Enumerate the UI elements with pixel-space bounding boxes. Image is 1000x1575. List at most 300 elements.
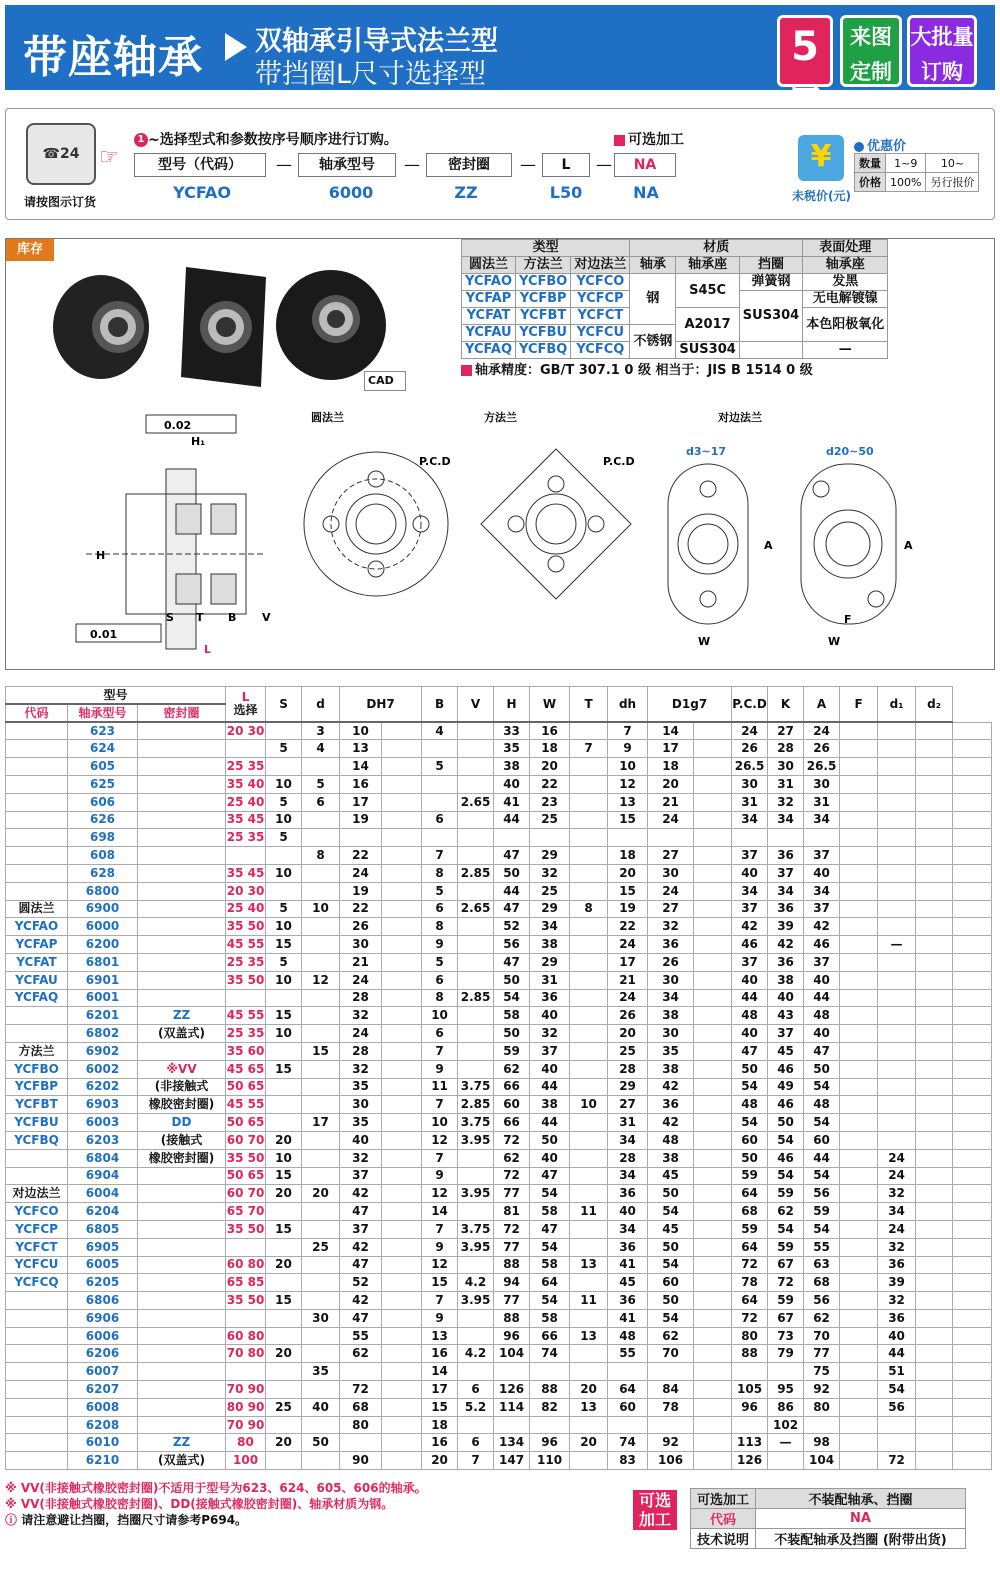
f-cell	[840, 1381, 878, 1399]
bearing-model-cell: 6901	[68, 971, 138, 989]
f-cell	[840, 1149, 878, 1167]
bearing-model-cell: 6806	[68, 1292, 138, 1310]
l-select-cell: 35 45	[226, 811, 266, 829]
l-select-cell: 45 55	[226, 936, 266, 954]
code-cell: 方法兰	[6, 1042, 68, 1060]
product-info-panel	[5, 238, 995, 670]
seal-cell	[138, 1309, 226, 1327]
table-row: YCFBO 6002 ※VV 45 65 15 32 9 62 40 28 38 50 46 50	[6, 1060, 992, 1078]
l-select-cell: 45 65	[226, 1060, 266, 1078]
f-cell	[840, 936, 878, 954]
cad-icon[interactable]: CAD	[364, 371, 406, 391]
value-l: L50	[549, 183, 583, 202]
table-row: 698 25 35 5	[6, 829, 992, 847]
f-cell	[840, 1025, 878, 1043]
table-row: 6007 35 14 75 51	[6, 1363, 992, 1381]
table-row: 624 5 4 13 35 18 7 9 17 26 28 26	[6, 740, 992, 758]
seal-cell: 橡胶密封圈)	[138, 1149, 226, 1167]
svg-text:0.02: 0.02	[164, 419, 192, 432]
svg-text:圆法兰: 圆法兰	[311, 411, 344, 424]
f-cell	[840, 1185, 878, 1203]
code-cell	[6, 775, 68, 793]
code-cell	[6, 1345, 68, 1363]
table-row: YCFAQ 6001 28 8 2.85 54 36 24 34 44 40 44	[6, 989, 992, 1007]
svg-text:d3~17: d3~17	[686, 445, 727, 458]
table-row: YCFCU 6005 60 80 20 47 12 88 58 13 41 54 72 67 63 36	[6, 1256, 992, 1274]
seal-cell	[138, 1256, 226, 1274]
seal-cell: ZZ	[138, 1007, 226, 1025]
accuracy-note: 轴承精度：GB/T 307.1 0 级 相当于：JIS B 1514 0 级	[461, 359, 813, 378]
code-cell	[6, 1381, 68, 1399]
l-select-cell: 25 35	[226, 953, 266, 971]
table-row: YCFCT 6905 25 42 9 3.95 77 54 36 50 64 59 55 32	[6, 1238, 992, 1256]
svg-text:A: A	[904, 539, 913, 552]
l-select-cell: 60 80	[226, 1256, 266, 1274]
seal-cell	[138, 1238, 226, 1256]
table-row: YCFAU 6901 35 50 10 12 24 6 50 31 21 30 40 38 40	[6, 971, 992, 989]
bearing-model-cell: 6801	[68, 953, 138, 971]
code-cell	[6, 1398, 68, 1416]
footnotes: ※ VV(非接触式橡胶密封圈)不适用于型号为623、624、605、606的轴承。 ※ VV(非接触式橡胶密封圈)、DD(接触式橡胶密封圈)、轴承材质为钢。 ⓘ 请注意避让挡圈，挡圈尺寸请参考P694。	[5, 1481, 427, 1527]
seal-cell	[138, 864, 226, 882]
code-cell: YCFCP	[6, 1220, 68, 1238]
code-cell: YCFBP	[6, 1078, 68, 1096]
table-row: 6208 70 90 80 18 102	[6, 1416, 992, 1434]
f-cell	[840, 847, 878, 865]
l-select-cell: 35 40	[226, 775, 266, 793]
bearing-model-cell: 6207	[68, 1381, 138, 1399]
stock-label: 库存	[6, 239, 54, 261]
seal-cell: (双盖式)	[138, 1025, 226, 1043]
seal-cell	[138, 722, 226, 740]
code-cell	[6, 1452, 68, 1470]
table-row: 6802 (双盖式) 25 35 10 24 6 50 32 20 30 40 37 40	[6, 1025, 992, 1043]
field-na: NA	[614, 153, 676, 177]
code-cell: YCFBQ	[6, 1131, 68, 1149]
bearing-model-cell: 6900	[68, 900, 138, 918]
table-row: 6904 50 65 15 37 9 72 47 34 45 59 54 54 24	[6, 1167, 992, 1185]
table-row: YCFAT 6801 25 35 5 21 5 47 29 17 26 37 36 37	[6, 953, 992, 971]
svg-text:H: H	[96, 549, 106, 562]
seal-cell	[138, 1220, 226, 1238]
field-seal: 密封圈	[426, 153, 512, 177]
seal-cell	[138, 900, 226, 918]
f-cell	[840, 1416, 878, 1434]
option-table: 可选加工 不装配轴承、挡圈 代码 NA 技术说明 不装配轴承及挡圈 (附带出货)	[690, 1488, 966, 1549]
table-row: YCFCP 6805 35 50 15 37 7 3.75 72 47 34 45 59 54 54 24	[6, 1220, 992, 1238]
product-photos	[46, 257, 416, 397]
bearing-model-cell: 6005	[68, 1256, 138, 1274]
svg-text:A: A	[764, 539, 773, 552]
value-model: YCFAO	[173, 183, 231, 202]
table-row: 6206 70 80 20 62 16 4.2 104 74 55 70 88 79 77 44	[6, 1345, 992, 1363]
l-select-cell: 25 35	[226, 829, 266, 847]
code-cell	[6, 793, 68, 811]
table-row: 626 35 45 10 19 6 44 25 15 24 34 34 34	[6, 811, 992, 829]
bearing-model-cell: 6008	[68, 1398, 138, 1416]
l-select-cell: 50 65	[226, 1114, 266, 1132]
order-instruction: 1 ~选择型式和参数按序号顺序进行订购。	[134, 129, 398, 149]
code-cell: YCFAP	[6, 936, 68, 954]
code-cell	[6, 829, 68, 847]
l-select-cell: 35 45	[226, 864, 266, 882]
l-select-cell: 20 30	[226, 882, 266, 900]
bearing-model-cell: 6203	[68, 1131, 138, 1149]
f-cell	[840, 829, 878, 847]
table-row: YCFBQ 6203 (接触式 60 70 20 40 12 3.95 72 50 34 48 60 54 60	[6, 1131, 992, 1149]
l-select-cell: 35 50	[226, 918, 266, 936]
code-cell: YCFBO	[6, 1060, 68, 1078]
l-select-cell	[226, 1309, 266, 1327]
f-cell	[840, 1042, 878, 1060]
seal-cell: (接触式	[138, 1131, 226, 1149]
l-select-cell: 45 55	[226, 1096, 266, 1114]
code-cell	[6, 1292, 68, 1310]
table-row: YCFAO 6000 35 50 10 26 8 52 34 22 32 42 39 42	[6, 918, 992, 936]
bearing-model-cell: 626	[68, 811, 138, 829]
code-cell	[6, 1363, 68, 1381]
l-select-cell: 60 70	[226, 1131, 266, 1149]
table-row: YCFCQ 6205 65 85 52 15 4.2 94 64 45 60 78 72 68 39	[6, 1274, 992, 1292]
f-cell	[840, 1114, 878, 1132]
f-cell	[840, 1007, 878, 1025]
seal-cell	[138, 1327, 226, 1345]
f-cell	[840, 1238, 878, 1256]
f-cell	[840, 1452, 878, 1470]
l-select-cell: 70 80	[226, 1345, 266, 1363]
l-select-cell: 60 70	[226, 1185, 266, 1203]
code-cell: YCFBT	[6, 1096, 68, 1114]
f-cell	[840, 1131, 878, 1149]
l-select-cell: 50 65	[226, 1167, 266, 1185]
code-cell	[6, 1327, 68, 1345]
table-row: YCFBT 6903 橡胶密封圈) 45 55 30 7 2.85 60 38 10 27 36 48 46 48	[6, 1096, 992, 1114]
bearing-model-cell: 6003	[68, 1114, 138, 1132]
f-cell	[840, 1274, 878, 1292]
l-select-cell	[226, 989, 266, 1007]
table-row: 对边法兰 6004 60 70 20 20 42 12 3.95 77 54 36 50 64 59 56 32	[6, 1185, 992, 1203]
table-row: 6806 35 50 15 42 7 3.95 77 54 11 36 50 64 59 56 32	[6, 1292, 992, 1310]
code-cell: YCFAU	[6, 971, 68, 989]
seal-cell	[138, 1292, 226, 1310]
spec-table: 型号 L 选择 S d DH7 B V H W T dh D1g7 P.C.D K A F d₁ d₂ 代码 轴承型号 密封圈 623 20 30 3 10 4 33 16 7 14 24 27 24 624 5 4 13 35 18 7 9 17 26 28 26 605 25 35 14 5 38 20 10 18 26.5 30 26.5 625 35 40 10 5 16 40 22 12 20 30 31 30 606 25 40 5 6 17 2.65 41 23 13 21 31 32 31 626 35 45 10 19 6 44 25 15 24 34 34 34 698 25 35 5 608 8 22 7 47 29 18 27 37 36 37 628 35 45 10 24 8 2.85 50 32 20 30 40 37 40 6800 20 30 19 5 44 25 15 24 34 34 34 圆法兰 6900 25 40 5 10 22 6 2.65 47 29 8 19 27 37 36 37 YCFAO 6000 35 50 10 26 8 52 34 22 32 42 39 42 YCFAP 6200 45 55 15 30 9 56 38 24 36 46 42 46 — YCFAT 6801 25 35 5 21 5 47 29 17 26 37 36 37 YCFAU 6901 35 50 10 12 24 6 50 31 21 30 40 38 40 YCFAQ 6001 28 8 2.85 54 36 24 34 44 40 44 6201 ZZ 45 55 15 32 10 58 40 26 38 48 43 48 6802 (双盖式) 25 35 10 24 6 50 32 20 30 40 37 40 方法兰 6902 35 60 15 28 7 59 37 25 35 47 45 47 YCFBO 6002 ※VV 45 65 15 32 9 62 40 28 38 50 46 50 YCFBP 6202 (非接触式 50 65 35 11 3.75 66 44 29 42 54 49 54 YCFBT 6903 橡胶密封圈) 45 55 30 7 2.85 60 38 10 27 36 48 46 48 YCFBU 6003 DD 50 65 17 35 10 3.75 66 44 31 42 54 50 54 YCFBQ 6203 (接触式 60 70 20 40 12 3.95 72 50 34 48 60 54 60 6804 橡胶密封圈) 35 50 10 32 7 62 40 28 38 50 46 44 24 6904 50 65 15 37 9 72 47 34 45 59 54 54 24 对边法兰 6004 60 70 20 20 42 12 3.95 77 54 36 50 64 59 56 32 YCFCO 6204 65 70 47 14 81 58 11 40 54 68 62 59 34 YCFCP 6805 35 50 15 37 7 3.75 72 47 34 45 59 54 54 24 YCFCT 6905 25 42 9 3.95 77 54 36 50 64 59 55 32 YCFCU 6005 60 80 20 47 12 88 58 13 41 54 72 67 63 36 YCFCQ 6205 65 85 52 15 4.2 94 64 45 60 78 72 68 39 6806 35 50 15 42 7 3.95 77 54 11 36 50 64 59 56 32 6906 30 47 9 88 58 41 54 72 67 62 36 6006 60 80 55 13 96 66 13 48 62 80 73 70 40 6206 70 80 20 62 16 4.2 104 74 55 70 88 79 77 44 6007 35 14 75 51 6207 70 90 72 17 6 126 88 20 64 84 105 95 92 54 6008 80 90 25 40 68 15 5.2 114 82 13 60 78 96 86 80 56 6208 70 90 80 18 102 6010 ZZ 80 20 50 16 6 134 96 20 74 92 113 — 98 6210 (双盖式) 100 90 20 7 147 110 83 106 126 104 72	[5, 686, 992, 1470]
f-cell	[840, 1256, 878, 1274]
l-select-cell: 35 60	[226, 1042, 266, 1060]
f-cell	[840, 971, 878, 989]
table-row: 6906 30 47 9 88 58 41 54 72 67 62 36	[6, 1309, 992, 1327]
seal-cell	[138, 829, 226, 847]
bearing-model-cell: 605	[68, 758, 138, 776]
seal-cell	[138, 953, 226, 971]
f-cell	[840, 722, 878, 740]
seal-cell	[138, 989, 226, 1007]
f-cell	[840, 1345, 878, 1363]
code-cell: 圆法兰	[6, 900, 68, 918]
discount-table: 数量 1~9 10~ 价格 100% 另行报价	[854, 153, 979, 192]
f-cell	[840, 882, 878, 900]
l-select-cell: 35 50	[226, 1220, 266, 1238]
table-row: 方法兰 6902 35 60 15 28 7 59 37 25 35 47 45 47	[6, 1042, 992, 1060]
bearing-model-cell: 6903	[68, 1096, 138, 1114]
seal-cell: DD	[138, 1114, 226, 1132]
f-cell	[840, 1203, 878, 1221]
table-row: YCFBU 6003 DD 50 65 17 35 10 3.75 66 44 31 42 54 50 54	[6, 1114, 992, 1132]
bearing-model-cell: 6210	[68, 1452, 138, 1470]
l-select-cell: 70 90	[226, 1416, 266, 1434]
seal-cell	[138, 1363, 226, 1381]
code-cell	[6, 882, 68, 900]
seal-cell	[138, 1381, 226, 1399]
l-select-cell: 50 65	[226, 1078, 266, 1096]
square-flange-drawing	[481, 449, 631, 599]
f-cell	[840, 740, 878, 758]
page-title: 带座轴承	[23, 32, 203, 83]
f-cell	[840, 918, 878, 936]
table-row: YCFBP 6202 (非接触式 50 65 35 11 3.75 66 44 29 42 54 49 54	[6, 1078, 992, 1096]
table-row: 圆法兰 6900 25 40 5 10 22 6 2.65 47 29 8 19 27 37 36 37	[6, 900, 992, 918]
bearing-model-cell: 6200	[68, 936, 138, 954]
seal-cell: ※VV	[138, 1060, 226, 1078]
svg-text:V: V	[262, 611, 271, 624]
bearing-model-cell: 625	[68, 775, 138, 793]
l-select-cell	[226, 1238, 266, 1256]
bearing-model-cell: 6208	[68, 1416, 138, 1434]
l-select-cell	[226, 1363, 266, 1381]
bearing-model-cell: 698	[68, 829, 138, 847]
f-cell	[840, 1096, 878, 1114]
l-select-cell: 100	[226, 1452, 266, 1470]
l-select-cell: 35 50	[226, 1292, 266, 1310]
svg-text:对边法兰: 对边法兰	[718, 411, 762, 424]
code-cell	[6, 1007, 68, 1025]
svg-text:P.C.D: P.C.D	[603, 455, 635, 468]
badge-custom: 来图 定制	[840, 15, 902, 87]
code-cell	[6, 864, 68, 882]
f-cell	[840, 1363, 878, 1381]
bearing-model-cell: 6201	[68, 1007, 138, 1025]
yen-icon: ¥	[798, 135, 844, 181]
seal-cell	[138, 793, 226, 811]
two-flat-small-drawing	[668, 464, 748, 624]
bearing-model-cell: 6007	[68, 1363, 138, 1381]
phone-24-icon: ☎24	[26, 123, 96, 185]
round-flange-drawing	[304, 452, 448, 596]
round-flange-photo	[53, 275, 149, 379]
l-select-cell: 25 35	[226, 1025, 266, 1043]
table-row: 608 8 22 7 47 29 18 27 37 36 37	[6, 847, 992, 865]
svg-text:P.C.D: P.C.D	[419, 455, 451, 468]
header-banner	[5, 5, 995, 128]
bearing-model-cell: 6004	[68, 1185, 138, 1203]
code-cell	[6, 1167, 68, 1185]
bearing-model-cell: 606	[68, 793, 138, 811]
f-cell	[840, 758, 878, 776]
table-row: YCFAP 6200 45 55 15 30 9 56 38 24 36 46 42 46 —	[6, 936, 992, 954]
table-row: 606 25 40 5 6 17 2.65 41 23 13 21 31 32 31	[6, 793, 992, 811]
field-model: 型号（代码）	[134, 153, 266, 177]
value-bearing: 6000	[328, 183, 374, 202]
svg-text:L: L	[204, 643, 212, 656]
code-cell	[6, 811, 68, 829]
bearing-model-cell: 6802	[68, 1025, 138, 1043]
svg-text:W: W	[828, 635, 841, 648]
seal-cell	[138, 936, 226, 954]
seal-cell	[138, 1416, 226, 1434]
two-flat-flange-photo	[276, 270, 386, 380]
hand-pointer-icon: ☞	[99, 145, 119, 170]
table-row: 605 25 35 14 5 38 20 10 18 26.5 30 26.5	[6, 758, 992, 776]
code-cell	[6, 1434, 68, 1452]
l-select-cell: 25 40	[226, 900, 266, 918]
svg-text:W: W	[698, 635, 711, 648]
seal-cell	[138, 847, 226, 865]
table-row: YCFCO 6204 65 70 47 14 81 58 11 40 54 68 62 59 34	[6, 1203, 992, 1221]
code-cell: YCFAQ	[6, 989, 68, 1007]
table-row: 6207 70 90 72 17 6 126 88 20 64 84 105 95 92 54	[6, 1381, 992, 1399]
code-cell	[6, 1416, 68, 1434]
bearing-model-cell: 6206	[68, 1345, 138, 1363]
f-cell	[840, 1220, 878, 1238]
optional-processing-label: 可选加工	[614, 129, 684, 149]
bearing-model-cell: 624	[68, 740, 138, 758]
table-row: 623 20 30 3 10 4 33 16 7 14 24 27 24	[6, 722, 992, 740]
code-cell: YCFCO	[6, 1203, 68, 1221]
seal-cell	[138, 811, 226, 829]
call-order-label: 请按图示订货	[24, 195, 97, 209]
field-l: L	[542, 153, 590, 177]
table-row: 6008 80 90 25 40 68 15 5.2 114 82 13 60 78 96 86 80 56	[6, 1398, 992, 1416]
svg-text:S: S	[166, 611, 174, 624]
bearing-model-cell: 6904	[68, 1167, 138, 1185]
table-row: 6010 ZZ 80 20 50 16 6 134 96 20 74 92 113 — 98	[6, 1434, 992, 1452]
code-cell: YCFBU	[6, 1114, 68, 1132]
badge-5day: 5日	[777, 15, 833, 87]
bearing-model-cell: 6804	[68, 1149, 138, 1167]
bearing-model-cell: 6805	[68, 1220, 138, 1238]
l-select-cell: 70 90	[226, 1381, 266, 1399]
bearing-model-cell: 6800	[68, 882, 138, 900]
f-cell	[840, 1398, 878, 1416]
l-select-cell: 45 55	[226, 1007, 266, 1025]
material-table: 类型 材质 表面处理 圆法兰 方法兰 对边法兰 轴承 轴承座 挡圈 轴承座 YCFAO YCFBO YCFCO 钢 S45C 弹簧钢 发黑 YCFAP YCFBP YCFCP SUS304 无电解镀镍 YCFAT YCFBT YCFCT A2017 本色阳极氧化 YCFAU YCFBU YCFCU 不锈钢 YCFAQ YCFBQ YCFCQ SUS304 —	[461, 239, 888, 359]
f-cell	[840, 1167, 878, 1185]
l-select-cell: 20 30	[226, 722, 266, 740]
title-arrow-icon	[225, 33, 247, 61]
table-row: 625 35 40 10 5 16 40 22 12 20 30 31 30	[6, 775, 992, 793]
svg-text:B: B	[228, 611, 237, 624]
f-cell	[840, 864, 878, 882]
code-cell: YCFCQ	[6, 1274, 68, 1292]
f-cell	[840, 1327, 878, 1345]
bearing-model-cell: 628	[68, 864, 138, 882]
code-cell	[6, 1025, 68, 1043]
seal-cell	[138, 1042, 226, 1060]
bearing-model-cell: 6204	[68, 1203, 138, 1221]
table-row: 6006 60 80 55 13 96 66 13 48 62 80 73 70 40	[6, 1327, 992, 1345]
svg-text:0.01: 0.01	[90, 628, 118, 641]
table-row: 628 35 45 10 24 8 2.85 50 32 20 30 40 37 40	[6, 864, 992, 882]
seal-cell	[138, 740, 226, 758]
square-flange-photo	[181, 267, 266, 387]
l-select-cell: 65 70	[226, 1203, 266, 1221]
seal-cell	[138, 1203, 226, 1221]
seal-cell	[138, 918, 226, 936]
code-cell	[6, 758, 68, 776]
f-cell	[840, 1309, 878, 1327]
bearing-model-cell: 623	[68, 722, 138, 740]
svg-text:T: T	[196, 611, 204, 624]
code-cell: YCFCT	[6, 1238, 68, 1256]
seal-cell: (非接触式	[138, 1078, 226, 1096]
value-na: NA	[633, 183, 659, 202]
table-row: 6804 橡胶密封圈) 35 50 10 32 7 62 40 28 38 50 46 44 24	[6, 1149, 992, 1167]
f-cell	[840, 1060, 878, 1078]
field-bearing: 轴承型号	[298, 153, 396, 177]
seal-cell	[138, 1185, 226, 1203]
unit-price-label: 未税价(元)	[792, 189, 851, 203]
f-cell	[840, 1292, 878, 1310]
code-cell	[6, 847, 68, 865]
bearing-model-cell: 6010	[68, 1434, 138, 1452]
f-cell	[840, 1078, 878, 1096]
bearing-model-cell: 6205	[68, 1274, 138, 1292]
svg-text:H₁: H₁	[191, 435, 206, 448]
code-cell: YCFCU	[6, 1256, 68, 1274]
seal-cell	[138, 1398, 226, 1416]
bearing-model-cell: 6902	[68, 1042, 138, 1060]
seal-cell	[138, 971, 226, 989]
code-cell	[6, 740, 68, 758]
svg-text:d20~50: d20~50	[826, 445, 874, 458]
f-cell	[840, 775, 878, 793]
seal-cell: (双盖式)	[138, 1452, 226, 1470]
code-cell	[6, 722, 68, 740]
bearing-model-cell: 6001	[68, 989, 138, 1007]
l-select-cell: 35 50	[226, 1149, 266, 1167]
seal-cell	[138, 1345, 226, 1363]
l-select-cell: 25 40	[226, 793, 266, 811]
discount-title: 优惠价	[854, 135, 906, 154]
bearing-model-cell: 6202	[68, 1078, 138, 1096]
l-select-cell	[226, 847, 266, 865]
seal-cell	[138, 758, 226, 776]
code-cell: YCFAO	[6, 918, 68, 936]
value-seal: ZZ	[454, 183, 478, 202]
bearing-model-cell: 6002	[68, 1060, 138, 1078]
f-cell	[840, 1434, 878, 1452]
code-cell: YCFAT	[6, 953, 68, 971]
seal-cell	[138, 775, 226, 793]
code-cell	[6, 1149, 68, 1167]
seal-cell	[138, 1274, 226, 1292]
order-example-panel: ☎24 请按图示订货 ☞ 1 ~选择型式和参数按序号顺序进行订购。 可选加工 型号（代码） — 轴承型号 — 密封圈 — L — NA YCFAO 6000 ZZ L50 NA ¥ 未税价(元) 优惠价 数量 1~9 10~ 价格 100% 另行报价	[5, 108, 995, 220]
f-cell	[840, 989, 878, 1007]
l-select-cell: 35 50	[226, 971, 266, 989]
l-select-cell: 80	[226, 1434, 266, 1452]
l-select-cell: 25 35	[226, 758, 266, 776]
seal-cell: ZZ	[138, 1434, 226, 1452]
seal-cell: 橡胶密封圈)	[138, 1096, 226, 1114]
f-cell	[840, 793, 878, 811]
svg-text:方法兰: 方法兰	[484, 411, 517, 424]
bearing-model-cell: 6000	[68, 918, 138, 936]
bearing-model-cell: 6906	[68, 1309, 138, 1327]
two-flat-large-drawing	[801, 464, 896, 624]
page-subtitle-2: 带挡圈L尺寸选择型	[255, 59, 487, 90]
l-select-cell: 80 90	[226, 1398, 266, 1416]
badge-bulk: 大批量 订购	[907, 15, 977, 87]
l-select-cell	[226, 740, 266, 758]
